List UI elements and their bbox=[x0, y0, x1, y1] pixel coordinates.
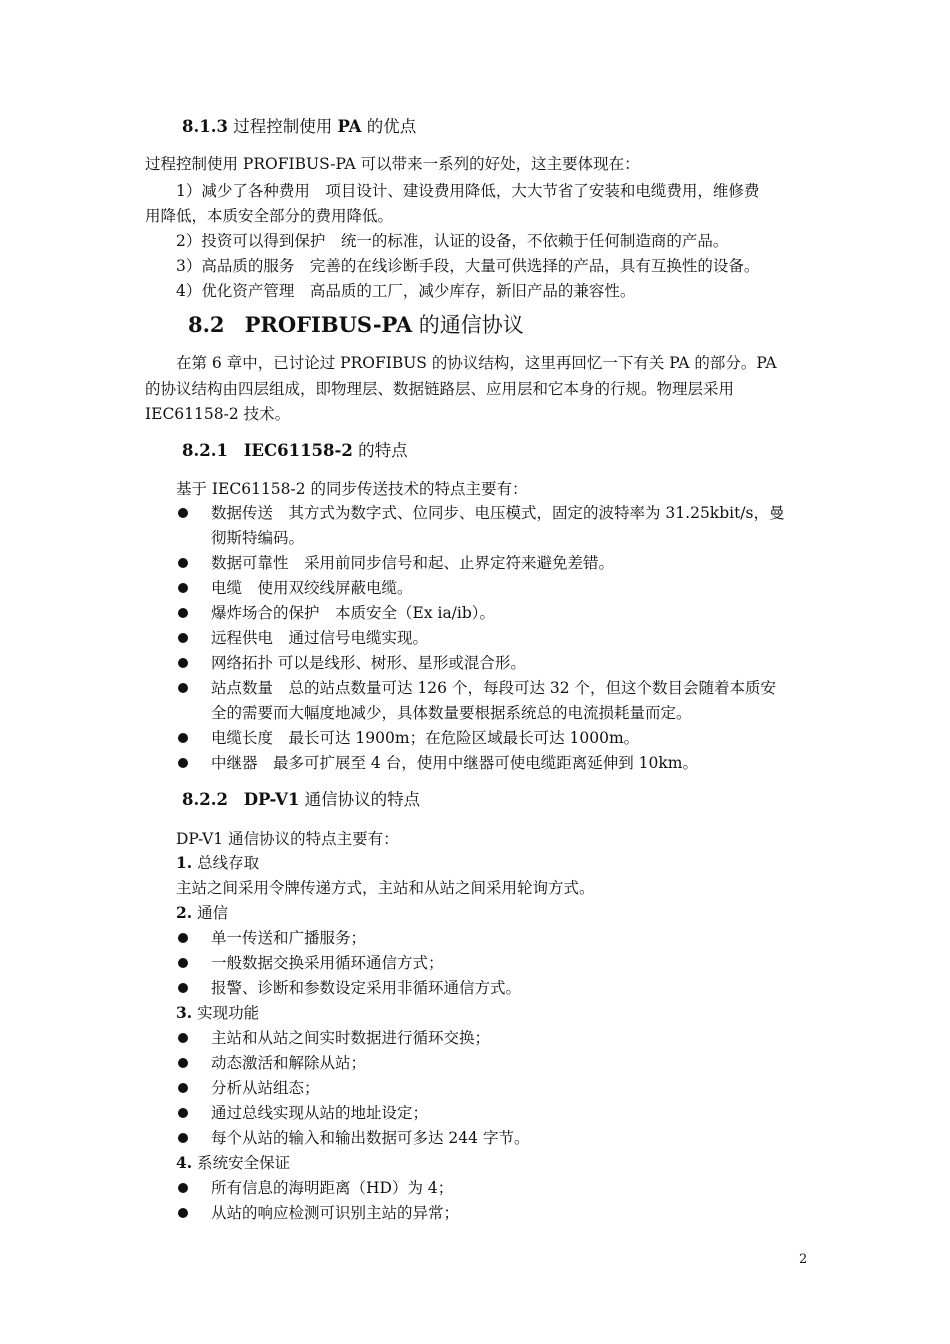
section-title-suffix: 通信协议的特点 bbox=[299, 790, 421, 809]
list-item: 主站和从站之间实时数据进行循环交换； bbox=[211, 1029, 491, 1047]
list-item: 网络拓扑 可以是线形、树形、星形或混合形。 bbox=[211, 654, 526, 672]
list-item: 电缆长度 最长可达 1900m；在危险区域最长可达 1000m。 bbox=[211, 729, 640, 747]
paragraph: 在第 6 章中，已讨论过 PROFIBUS 的协议结构，这里再回忆一下有关 PA 的部分。PA bbox=[176, 354, 777, 372]
bullet-icon bbox=[178, 1058, 188, 1068]
paragraph: 基于 IEC61158-2 的同步传送技术的特点主要有： bbox=[176, 480, 528, 498]
list-item: 数据传送 其方式为数字式、位同步、电压模式，固定的波特率为 31.25kbit/s，曼 bbox=[211, 504, 785, 522]
bullet-icon bbox=[178, 983, 188, 993]
subsection-heading bbox=[176, 902, 228, 924]
paragraph: 2）投资可以得到保护 统一的标准，认证的设备，不依赖于任何制造商的产品。 bbox=[176, 232, 729, 250]
list-item: 远程供电 通过信号电缆实现。 bbox=[211, 629, 429, 647]
list-item: 通过总线实现从站的地址设定； bbox=[211, 1104, 429, 1122]
list-item: 电缆 使用双绞线屏蔽电缆。 bbox=[211, 579, 413, 597]
section-title-bold: PROFIBUS-PA bbox=[244, 312, 413, 337]
bullet-icon bbox=[178, 1108, 188, 1118]
list-item: 中继器 最多可扩展至 4 台，使用中继器可使电缆距离延伸到 10km。 bbox=[211, 754, 698, 772]
bullet-icon bbox=[178, 1083, 188, 1093]
subsection-number: 2. bbox=[176, 903, 193, 922]
subsection-heading bbox=[176, 852, 259, 874]
list-item: 所有信息的海明距离（HD）为 4； bbox=[211, 1179, 454, 1197]
subsection-number: 3. bbox=[176, 1003, 193, 1022]
bullet-icon bbox=[178, 1133, 188, 1143]
section-number: 8.1.3 bbox=[182, 117, 228, 136]
list-item: 动态激活和解除从站； bbox=[211, 1054, 367, 1072]
paragraph: DP-V1 通信协议的特点主要有： bbox=[176, 830, 399, 848]
bullet-icon bbox=[178, 933, 188, 943]
list-item-continuation: 全的需要而大幅度地减少，具体数量要根据系统总的电流损耗量而定。 bbox=[211, 704, 692, 722]
subsection-title: 系统安全保证 bbox=[192, 1154, 291, 1172]
list-item: 每个从站的输入和输出数据可多达 244 字节。 bbox=[211, 1129, 530, 1147]
list-item: 数据可靠性 采用前同步信号和起、止界定符来避免差错。 bbox=[211, 554, 615, 572]
subsection-number: 4. bbox=[176, 1153, 193, 1172]
paragraph: 的协议结构由四层组成，即物理层、数据链路层、应用层和它本身的行规。物理层采用 bbox=[145, 380, 735, 398]
section-title: 过程控制使用 bbox=[233, 117, 338, 136]
subsection-title: 实现功能 bbox=[192, 1004, 260, 1022]
section-number: 8.2 bbox=[188, 312, 225, 337]
paragraph: 4）优化资产管理 高品质的工厂，减少库存，新旧产品的兼容性。 bbox=[176, 282, 636, 300]
bullet-icon bbox=[178, 558, 188, 568]
subsection-title: 通信 bbox=[192, 904, 229, 922]
section-8-2-1-heading bbox=[182, 440, 408, 462]
bullet-icon bbox=[178, 1183, 188, 1193]
paragraph: 1）减少了各种费用 项目设计、建设费用降低，大大节省了安装和电缆费用，维修费 bbox=[176, 182, 760, 200]
section-title-bold: DP-V1 bbox=[243, 790, 300, 809]
bullet-icon bbox=[178, 733, 188, 743]
section-number: 8.2.1 bbox=[182, 441, 228, 460]
list-item: 爆炸场合的保护 本质安全（Ex ia/ib）。 bbox=[211, 604, 496, 622]
paragraph: IEC61158-2 技术。 bbox=[145, 405, 291, 423]
list-item: 分析从站组态； bbox=[211, 1079, 320, 1097]
bullet-icon bbox=[178, 508, 188, 518]
section-title-suffix: 的优点 bbox=[361, 117, 417, 136]
section-8-2-heading bbox=[188, 311, 524, 339]
section-8-2-2-heading bbox=[182, 789, 420, 811]
bullet-icon bbox=[178, 583, 188, 593]
subsection-heading bbox=[176, 1002, 259, 1024]
bullet-icon bbox=[178, 633, 188, 643]
subsection-heading bbox=[176, 1152, 290, 1174]
section-title-bold: PA bbox=[337, 117, 362, 136]
list-item: 报警、诊断和参数设定采用非循环通信方式。 bbox=[211, 979, 522, 997]
paragraph: 用降低，本质安全部分的费用降低。 bbox=[145, 207, 394, 225]
section-number: 8.2.2 bbox=[182, 790, 228, 809]
paragraph: 主站之间采用令牌传递方式，主站和从站之间采用轮询方式。 bbox=[176, 879, 595, 897]
paragraph: 过程控制使用 PROFIBUS-PA 可以带来一系列的好处，这主要体现在： bbox=[145, 155, 640, 173]
list-item: 从站的响应检测可识别主站的异常； bbox=[211, 1204, 460, 1222]
list-item-continuation: 彻斯特编码。 bbox=[211, 529, 305, 547]
bullet-icon bbox=[178, 758, 188, 768]
section-8-1-3-heading bbox=[182, 116, 416, 138]
paragraph: 3）高品质的服务 完善的在线诊断手段，大量可供选择的产品，具有互换性的设备。 bbox=[176, 257, 760, 275]
list-item: 一般数据交换采用循环通信方式； bbox=[211, 954, 444, 972]
list-item: 单一传送和广播服务； bbox=[211, 929, 367, 947]
bullet-icon bbox=[178, 1208, 188, 1218]
bullet-icon bbox=[178, 683, 188, 693]
bullet-icon bbox=[178, 958, 188, 968]
bullet-icon bbox=[178, 658, 188, 668]
section-title-bold: IEC61158-2 bbox=[243, 441, 353, 460]
bullet-icon bbox=[178, 608, 188, 618]
page-number: 2 bbox=[799, 1252, 808, 1267]
subsection-title: 总线存取 bbox=[192, 854, 260, 872]
section-title-suffix: 的特点 bbox=[352, 441, 408, 460]
section-title-suffix: 的通信协议 bbox=[412, 313, 524, 337]
bullet-icon bbox=[178, 1033, 188, 1043]
list-item: 站点数量 总的站点数量可达 126 个，每段可达 32 个，但这个数目会随着本质安 bbox=[211, 679, 777, 697]
subsection-number: 1. bbox=[176, 853, 193, 872]
